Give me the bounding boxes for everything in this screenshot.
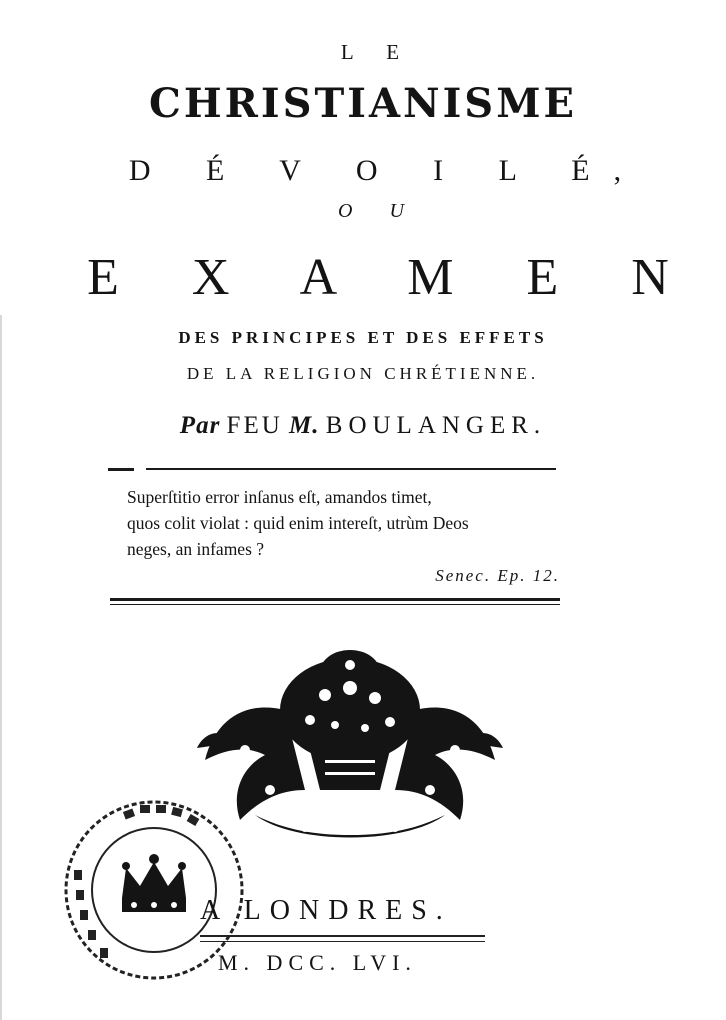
title-ou: O U [338,200,420,222]
imprint-date: M. DCC. LVI. [218,950,417,975]
title-devoile: D É V O I L É, [128,154,646,187]
author-m: M. [289,412,320,439]
author-line [0,412,726,440]
title-article: L E [340,40,414,64]
epigraph-line-2: quos colit violat : quid enim intereſt, utrùm Deos [127,513,469,533]
title-christianisme: CHRISTIANISME [149,80,577,127]
epigraph-line-1: Superſtitio error inſanus eſt, amandos timet, [127,487,432,507]
epigraph-line-3: neges, an infames ? [127,539,265,559]
author-par: Par [179,412,221,439]
rule-lower-thick [110,598,560,601]
rule-lower-thin [110,604,560,605]
subtitle-line-2: DE LA RELIGION CHRÉTIENNE. [186,364,540,383]
rule-upper-long [146,468,556,470]
title-examen: E X A M E N [87,249,699,306]
imprint-rule-bottom [200,941,485,942]
epigraph-citation: Senec. Ep. 12. [435,566,560,585]
imprint-place: A LONDRES. [200,895,452,926]
subtitle-line-1: DES PRINCIPES ET DES EFFETS [178,328,548,347]
author-name: BOULANGER. [325,412,547,439]
imprint-rule-top [200,935,485,937]
author-feu: FEU [226,412,283,439]
rule-upper-short [108,468,134,471]
